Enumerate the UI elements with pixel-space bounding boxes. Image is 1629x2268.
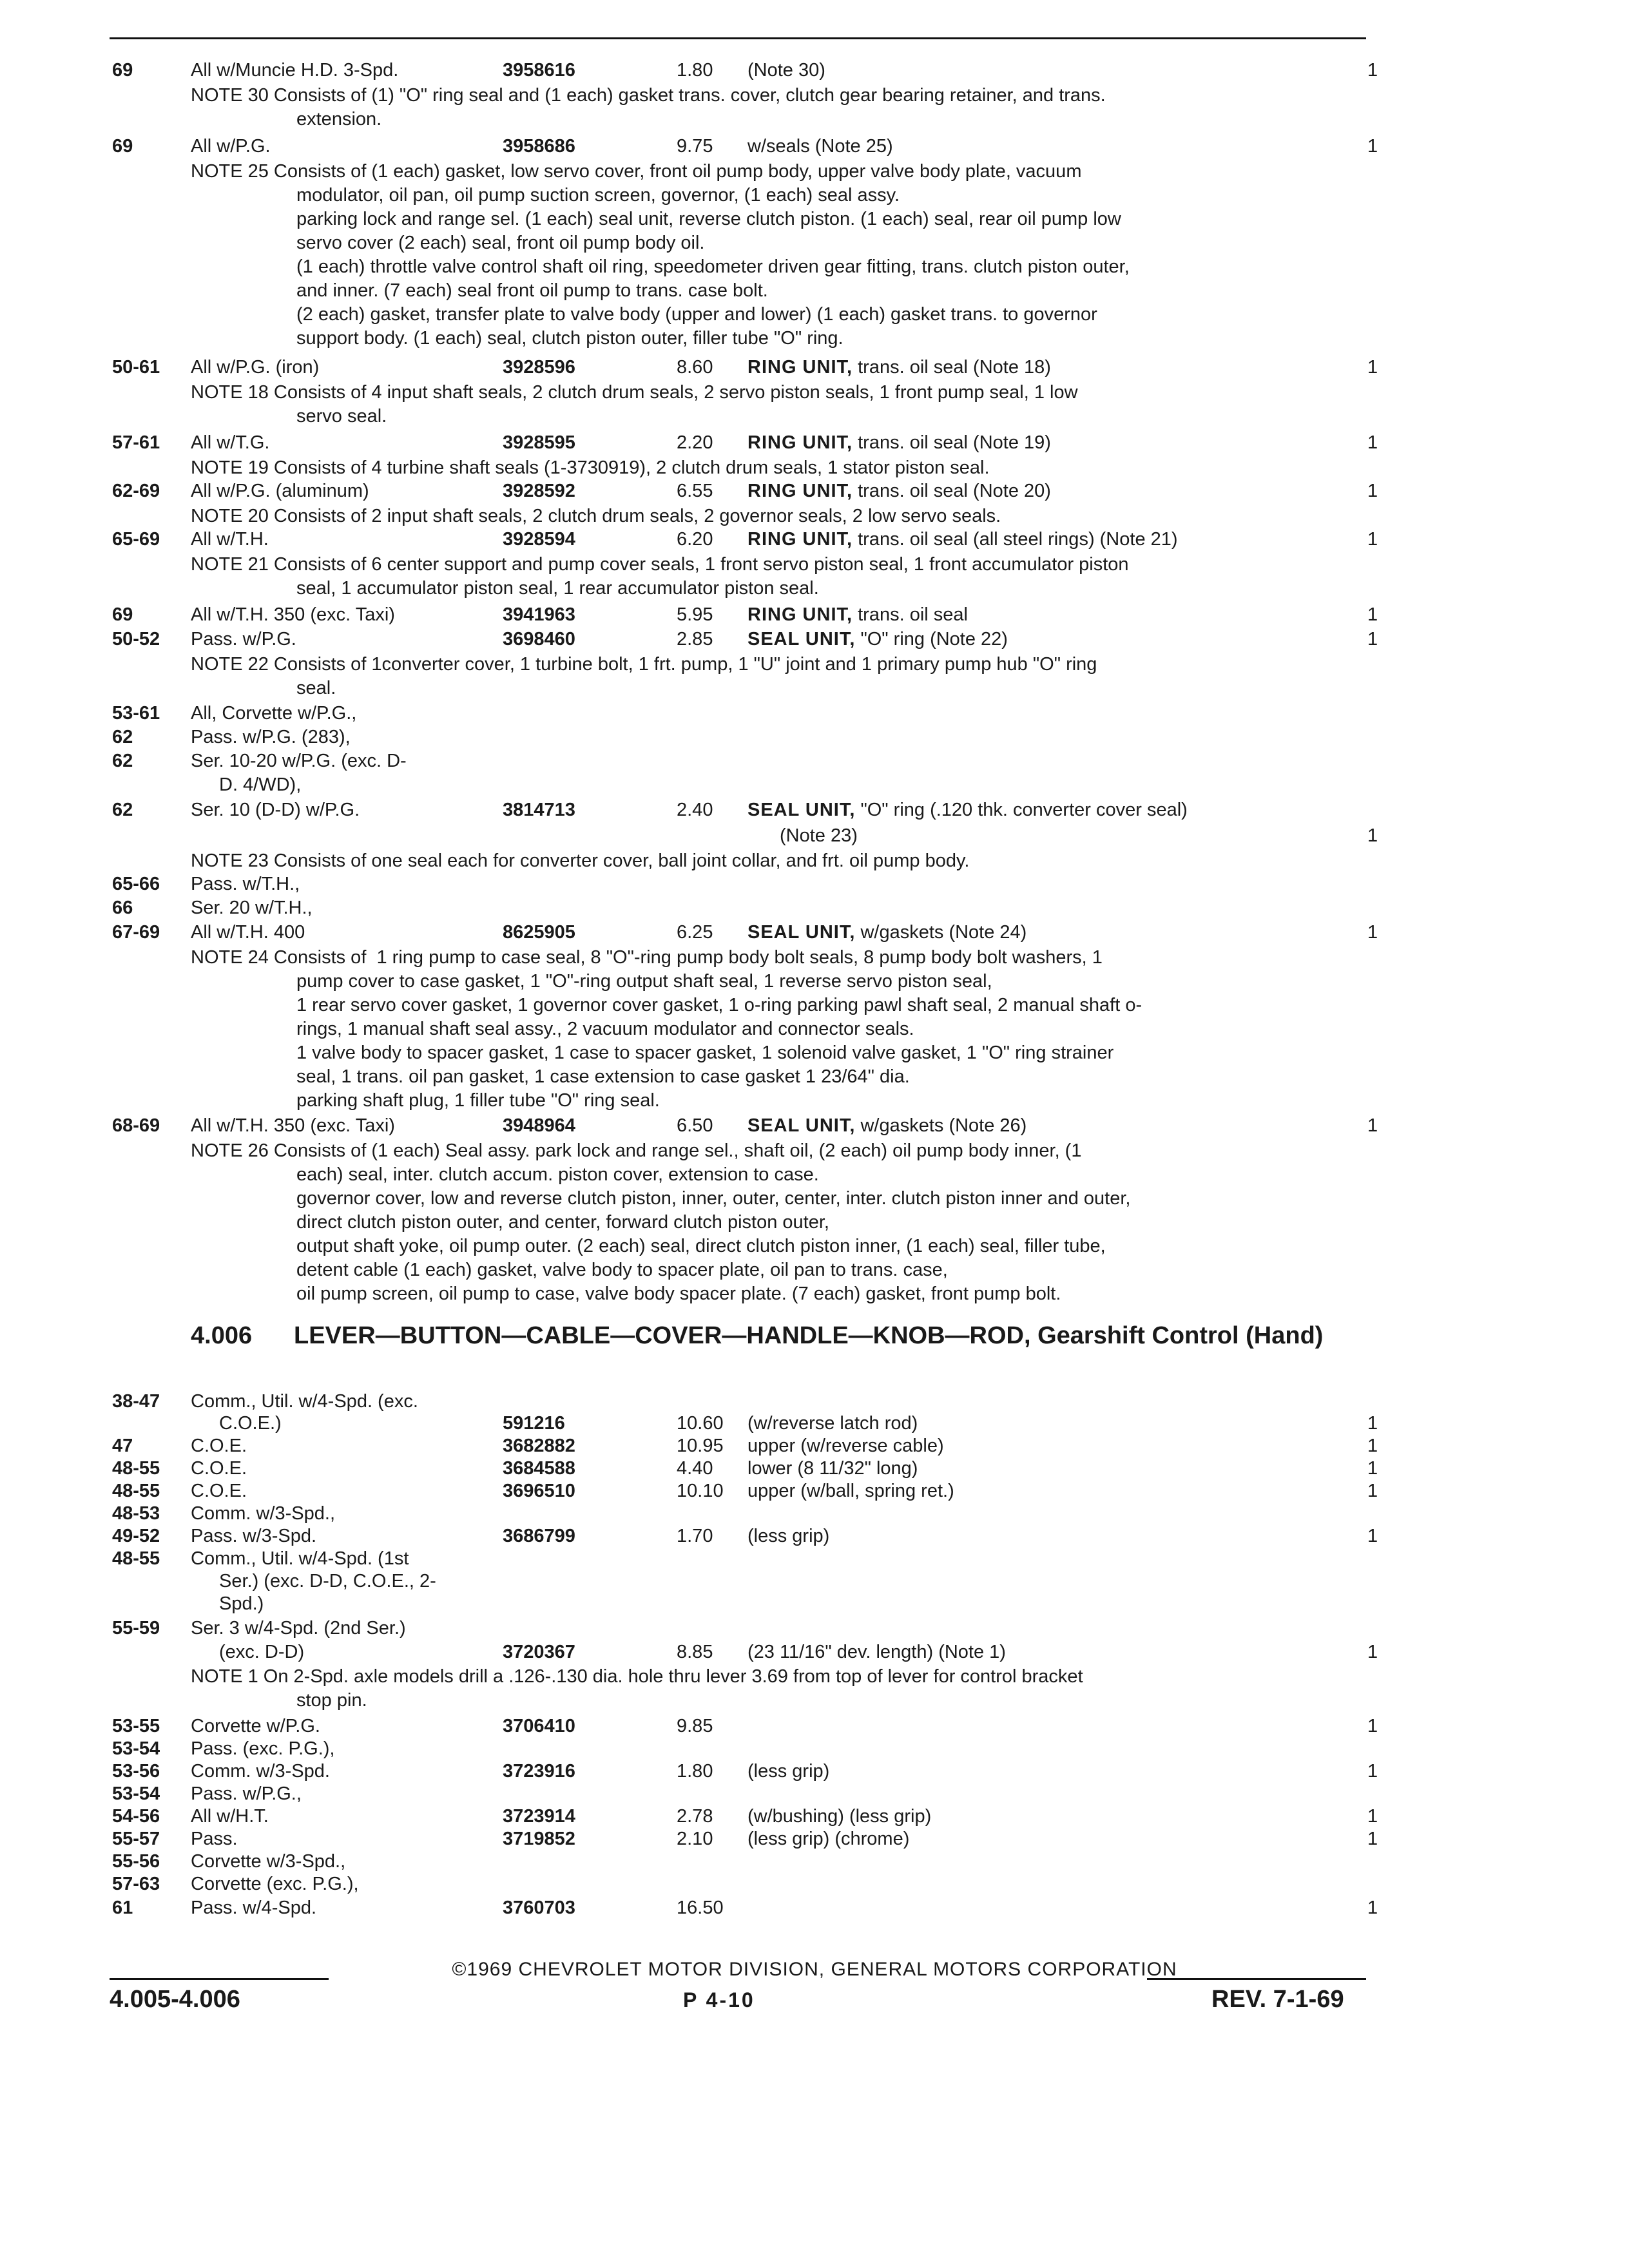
entry-years: 49-52 bbox=[112, 1526, 160, 1546]
entry-description: w/seals (Note 25) bbox=[747, 136, 893, 157]
entry-price: 1.80 bbox=[677, 1761, 713, 1782]
note-25-line: (2 each) gasket, transfer plate to valve body (upper and lower) (1 each) gasket trans. to governor bbox=[296, 304, 1097, 325]
entry-model: Spd.) bbox=[219, 1593, 264, 1614]
note-22-line: seal. bbox=[296, 678, 336, 698]
entry-years: 48-53 bbox=[112, 1503, 160, 1524]
entry-part-name: RING UNIT, bbox=[747, 481, 853, 501]
entry-detail: "O" ring (Note 22) bbox=[860, 629, 1008, 649]
entry-price: 6.55 bbox=[677, 481, 713, 501]
note-25-line: support body. (1 each) seal, clutch piston outer, filler tube "O" ring. bbox=[296, 328, 843, 349]
entry-model: All w/P.G. bbox=[191, 136, 271, 157]
note-21-line: NOTE 21 Consists of 6 center support and pump cover seals, 1 front servo piston seal, 1 front accumulator piston bbox=[191, 554, 1129, 575]
note-26-line: output shaft yoke, oil pump outer. (2 each) seal, direct clutch piston inner, (1 each) seal, filler tube, bbox=[296, 1236, 1106, 1256]
entry-quantity: 1 bbox=[1367, 1829, 1378, 1849]
part-entry bbox=[0, 897, 1629, 924]
entry-description: lower (8 11/32" long) bbox=[747, 1458, 918, 1479]
entry-price: 10.10 bbox=[677, 1481, 724, 1501]
entry-model: Pass. w/T.H., bbox=[191, 874, 300, 894]
part-entry bbox=[0, 1617, 1629, 1644]
entry-detail: trans. oil seal (all steel rings) (Note 21) bbox=[858, 529, 1178, 550]
entry-description bbox=[747, 628, 1008, 650]
entry-price: 6.25 bbox=[677, 922, 713, 943]
entry-years: 38-47 bbox=[112, 1391, 160, 1412]
entry-years: 57-61 bbox=[112, 432, 160, 453]
entry-description: upper (w/reverse cable) bbox=[747, 1436, 944, 1456]
part-entry bbox=[0, 480, 1629, 507]
note-25-line: servo cover (2 each) seal, front oil pump body oil. bbox=[296, 233, 705, 253]
note-23-line: NOTE 23 Consists of one seal each for converter cover, ball joint collar, and frt. oil pump body. bbox=[191, 850, 970, 871]
entry-description bbox=[747, 432, 1051, 454]
note-24-line: NOTE 24 Consists of 1 ring pump to case seal, 8 "O"-ring pump body bolt seals, 8 pump body bolt washers, 1 bbox=[191, 947, 1103, 968]
note-24-line: seal, 1 trans. oil pan gasket, 1 case extension to case gasket 1 23/64" dia. bbox=[296, 1066, 910, 1087]
entry-part-number: 3696510 bbox=[503, 1481, 575, 1501]
note-26-line: each) seal, inter. clutch accum. piston cover, extension to case. bbox=[296, 1164, 819, 1185]
entry-description: (less grip) bbox=[747, 1761, 830, 1782]
entry-model: Ser.) (exc. D-D, C.O.E., 2- bbox=[219, 1571, 436, 1591]
entry-part-name: SEAL UNIT, bbox=[747, 800, 856, 820]
part-entry bbox=[0, 921, 1629, 948]
entry-model: Pass. (exc. P.G.), bbox=[191, 1738, 335, 1759]
entry-quantity: 1 bbox=[1367, 60, 1378, 81]
part-entry bbox=[0, 432, 1629, 459]
note-30-line: NOTE 30 Consists of (1) "O" ring seal and (1 each) gasket trans. cover, clutch gear bearing retainer, and trans. bbox=[191, 85, 1106, 106]
entry-years: 69 bbox=[112, 604, 133, 625]
entry-model: D. 4/WD), bbox=[219, 774, 302, 795]
part-entry bbox=[0, 356, 1629, 383]
entry-description bbox=[747, 528, 1178, 550]
entry-part-name: RING UNIT, bbox=[747, 604, 853, 625]
entry-years: 62 bbox=[112, 727, 133, 747]
entry-quantity: 1 bbox=[1367, 1898, 1378, 1918]
entry-quantity: 1 bbox=[1367, 529, 1378, 550]
entry-model: (exc. D-D) bbox=[219, 1642, 305, 1662]
section-number: 4.006 bbox=[191, 1322, 253, 1349]
entry-part-number: 3686799 bbox=[503, 1526, 575, 1546]
entry-part-number: 3723914 bbox=[503, 1806, 575, 1827]
note-25-line: parking lock and range sel. (1 each) seal unit, reverse clutch piston. (1 each) seal, rear oil pump low bbox=[296, 209, 1121, 229]
entry-part-number: 3948964 bbox=[503, 1115, 575, 1136]
entry-quantity: 1 bbox=[1367, 1716, 1378, 1736]
entry-part-name: RING UNIT, bbox=[747, 357, 853, 378]
entry-part-name: SEAL UNIT, bbox=[747, 1115, 856, 1136]
entry-quantity: 1 bbox=[1367, 604, 1378, 625]
entry-model: Ser. 10 (D-D) w/P.G. bbox=[191, 800, 360, 820]
entry-price: 6.50 bbox=[677, 1115, 713, 1136]
entry-price: 6.20 bbox=[677, 529, 713, 550]
entry-part-number: 3706410 bbox=[503, 1716, 575, 1736]
entry-model: C.O.E.) bbox=[219, 1413, 282, 1434]
note-25-line: and inner. (7 each) seal front oil pump to trans. case bolt. bbox=[296, 280, 768, 301]
entry-years: 69 bbox=[112, 60, 133, 81]
entry-years: 57-63 bbox=[112, 1874, 160, 1894]
note-24-line: pump cover to case gasket, 1 "O"-ring output shaft seal, 1 reverse servo piston seal, bbox=[296, 971, 992, 992]
entry-part-number: 3720367 bbox=[503, 1642, 575, 1662]
part-entry bbox=[0, 1897, 1629, 1924]
note-18-line: NOTE 18 Consists of 4 input shaft seals, 2 clutch drum seals, 2 servo piston seals, 1 front pump seal, 1 low bbox=[191, 382, 1078, 403]
entry-model: All w/P.G. (iron) bbox=[191, 357, 320, 378]
entry-model: Pass. w/P.G., bbox=[191, 1783, 302, 1804]
entry-quantity: 1 bbox=[1367, 432, 1378, 453]
entry-price: 9.85 bbox=[677, 1716, 713, 1736]
entry-quantity: 1 bbox=[1367, 1761, 1378, 1782]
part-entry bbox=[0, 873, 1629, 900]
entry-description bbox=[747, 799, 1188, 821]
entry-price: 1.70 bbox=[677, 1526, 713, 1546]
entry-model: Pass. w/3-Spd. bbox=[191, 1526, 317, 1546]
entry-part-name: SEAL UNIT, bbox=[747, 629, 856, 649]
entry-price: 1.80 bbox=[677, 60, 713, 81]
part-entry bbox=[0, 604, 1629, 631]
entry-description bbox=[747, 921, 1027, 943]
entry-description: (Note 23) bbox=[780, 825, 858, 846]
entry-years: 62-69 bbox=[112, 481, 160, 501]
entry-detail: w/gaskets (Note 24) bbox=[860, 922, 1027, 943]
note-30-line: extension. bbox=[296, 109, 382, 130]
part-entry bbox=[0, 750, 1629, 777]
entry-description: (less grip) (chrome) bbox=[747, 1829, 910, 1849]
entry-part-number: 3684588 bbox=[503, 1458, 575, 1479]
entry-years: 48-55 bbox=[112, 1548, 160, 1569]
entry-years: 68-69 bbox=[112, 1115, 160, 1136]
entry-description bbox=[747, 356, 1051, 378]
entry-part-number: 3760703 bbox=[503, 1898, 575, 1918]
part-entry bbox=[0, 726, 1629, 753]
entry-years: 61 bbox=[112, 1898, 133, 1918]
entry-part-number: 3928594 bbox=[503, 529, 575, 550]
entry-model: Comm. w/3-Spd., bbox=[191, 1503, 335, 1524]
entry-years: 54-56 bbox=[112, 1806, 160, 1827]
entry-part-number: 591216 bbox=[503, 1413, 565, 1434]
entry-years: 62 bbox=[112, 800, 133, 820]
footer-page-number: P 4-10 bbox=[683, 1988, 755, 2012]
entry-years: 50-52 bbox=[112, 629, 160, 649]
entry-part-name: RING UNIT, bbox=[747, 529, 853, 550]
footer-copyright: ©1969 CHEVROLET MOTOR DIVISION, GENERAL MOTORS CORPORATION bbox=[452, 1959, 1177, 1980]
entry-years: 55-57 bbox=[112, 1829, 160, 1849]
entry-part-number: 3723916 bbox=[503, 1761, 575, 1782]
note-22-line: NOTE 22 Consists of 1converter cover, 1 turbine bolt, 1 frt. pump, 1 "U" joint and 1 primary pump hub "O" ring bbox=[191, 654, 1097, 675]
entry-years: 65-66 bbox=[112, 874, 160, 894]
note-25-line: NOTE 25 Consists of (1 each) gasket, low servo cover, front oil pump body, upper valve body plate, vacuum bbox=[191, 161, 1082, 182]
entry-part-number: 3928592 bbox=[503, 481, 575, 501]
entry-model: C.O.E. bbox=[191, 1481, 247, 1501]
entry-model: Ser. 20 w/T.H., bbox=[191, 898, 313, 918]
entry-price: 10.60 bbox=[677, 1413, 724, 1434]
entry-price: 2.78 bbox=[677, 1806, 713, 1827]
entry-price: 2.10 bbox=[677, 1829, 713, 1849]
entry-model: All w/T.H. 350 (exc. Taxi) bbox=[191, 604, 395, 625]
entry-price: 9.75 bbox=[677, 136, 713, 157]
entry-part-number: 3682882 bbox=[503, 1436, 575, 1456]
entry-quantity: 1 bbox=[1367, 1436, 1378, 1456]
entry-years: 53-56 bbox=[112, 1761, 160, 1782]
entry-description: (less grip) bbox=[747, 1526, 830, 1546]
entry-quantity: 1 bbox=[1367, 922, 1378, 943]
entry-years: 55-59 bbox=[112, 1618, 160, 1639]
entry-years: 65-69 bbox=[112, 529, 160, 550]
part-entry bbox=[0, 1593, 1629, 1620]
entry-description bbox=[747, 480, 1051, 502]
entry-detail: trans. oil seal bbox=[858, 604, 968, 625]
entry-model: All w/T.G. bbox=[191, 432, 270, 453]
part-entry bbox=[0, 1115, 1629, 1142]
entry-part-number: 3941963 bbox=[503, 604, 575, 625]
entry-model: Corvette w/P.G. bbox=[191, 1716, 320, 1736]
top-rule bbox=[110, 37, 1366, 39]
note-25-line: modulator, oil pan, oil pump suction screen, governor, (1 each) seal assy. bbox=[296, 185, 900, 206]
entry-price: 10.95 bbox=[677, 1436, 724, 1456]
entry-model: Pass. bbox=[191, 1829, 238, 1849]
entry-model: All w/T.H. bbox=[191, 529, 269, 550]
entry-quantity: 1 bbox=[1367, 481, 1378, 501]
entry-model: Comm. w/3-Spd. bbox=[191, 1761, 330, 1782]
entry-quantity: 1 bbox=[1367, 1806, 1378, 1827]
entry-detail: "O" ring (.120 thk. converter cover seal) bbox=[860, 800, 1188, 820]
entry-model: All w/H.T. bbox=[191, 1806, 269, 1827]
entry-years: 53-54 bbox=[112, 1738, 160, 1759]
note-25-line: (1 each) throttle valve control shaft oil ring, speedometer driven gear fitting, trans. clutch piston outer, bbox=[296, 256, 1130, 277]
entry-years: 47 bbox=[112, 1436, 133, 1456]
entry-years: 48-55 bbox=[112, 1458, 160, 1479]
entry-description: (w/reverse latch rod) bbox=[747, 1413, 918, 1434]
entry-price: 2.20 bbox=[677, 432, 713, 453]
note-21-line: seal, 1 accumulator piston seal, 1 rear accumulator piston seal. bbox=[296, 578, 819, 599]
note-26-line: NOTE 26 Consists of (1 each) Seal assy. park lock and range sel., shaft oil, (2 each) oil pump body inner, (1 bbox=[191, 1140, 1082, 1161]
entry-model: Comm., Util. w/4-Spd. (1st bbox=[191, 1548, 409, 1569]
entry-price: 16.50 bbox=[677, 1898, 724, 1918]
part-entry bbox=[0, 135, 1629, 162]
entry-quantity: 1 bbox=[1367, 825, 1378, 846]
entry-price: 2.40 bbox=[677, 800, 713, 820]
note-1-line: NOTE 1 On 2-Spd. axle models drill a .126-.130 dia. hole thru lever 3.69 from top of lever for control bracket bbox=[191, 1666, 1083, 1687]
part-entry bbox=[0, 1873, 1629, 1900]
entry-part-name: RING UNIT, bbox=[747, 432, 853, 453]
part-entry bbox=[0, 702, 1629, 729]
entry-model: All w/T.H. 350 (exc. Taxi) bbox=[191, 1115, 395, 1136]
note-1-line: stop pin. bbox=[296, 1690, 367, 1711]
note-24-line: 1 rear servo cover gasket, 1 governor cover gasket, 1 o-ring parking pawl shaft seal, 2 manual shaft o- bbox=[296, 995, 1142, 1015]
entry-quantity: 1 bbox=[1367, 136, 1378, 157]
entry-price: 2.85 bbox=[677, 629, 713, 649]
note-24-line: 1 valve body to spacer gasket, 1 case to spacer gasket, 1 solenoid valve gasket, 1 "O" ring strainer bbox=[296, 1043, 1114, 1063]
footer-section-range: 4.005-4.006 bbox=[110, 1986, 240, 2013]
entry-years: 62 bbox=[112, 751, 133, 771]
note-26-line: oil pump screen, oil pump to case, valve body spacer plate. (7 each) gasket, front pump bolt. bbox=[296, 1283, 1061, 1304]
entry-years: 66 bbox=[112, 898, 133, 918]
entry-model: Pass. w/P.G. (283), bbox=[191, 727, 351, 747]
entry-description: upper (w/ball, spring ret.) bbox=[747, 1481, 954, 1501]
entry-part-number: 3719852 bbox=[503, 1829, 575, 1849]
entry-description: (Note 30) bbox=[747, 60, 825, 81]
entry-model: All w/P.G. (aluminum) bbox=[191, 481, 369, 501]
entry-model: Ser. 3 w/4-Spd. (2nd Ser.) bbox=[191, 1618, 406, 1639]
entry-model: Pass. w/P.G. bbox=[191, 629, 296, 649]
entry-price: 8.60 bbox=[677, 357, 713, 378]
part-entry bbox=[0, 799, 1629, 826]
entry-quantity: 1 bbox=[1367, 1526, 1378, 1546]
entry-model: C.O.E. bbox=[191, 1436, 247, 1456]
entry-quantity: 1 bbox=[1367, 357, 1378, 378]
entry-price: 8.85 bbox=[677, 1642, 713, 1662]
part-entry bbox=[0, 1641, 1629, 1668]
note-20-line: NOTE 20 Consists of 2 input shaft seals, 2 clutch drum seals, 2 governor seals, 2 low servo seals. bbox=[191, 506, 1001, 526]
entry-part-number: 8625905 bbox=[503, 922, 575, 943]
part-entry bbox=[0, 774, 1629, 801]
entry-part-name: SEAL UNIT, bbox=[747, 922, 856, 943]
entry-part-number: 3958686 bbox=[503, 136, 575, 157]
entry-price: 5.95 bbox=[677, 604, 713, 625]
entry-detail: trans. oil seal (Note 18) bbox=[858, 357, 1051, 378]
entry-model: C.O.E. bbox=[191, 1458, 247, 1479]
entry-quantity: 1 bbox=[1367, 1413, 1378, 1434]
part-entry bbox=[0, 528, 1629, 555]
note-26-line: direct clutch piston outer, and center, forward clutch piston outer, bbox=[296, 1212, 829, 1233]
entry-years: 53-54 bbox=[112, 1783, 160, 1804]
entry-detail: trans. oil seal (Note 19) bbox=[858, 432, 1051, 453]
entry-description bbox=[747, 1115, 1027, 1137]
entry-model: All, Corvette w/P.G., bbox=[191, 703, 357, 724]
entry-years: 48-55 bbox=[112, 1481, 160, 1501]
entry-model: All w/T.H. 400 bbox=[191, 922, 305, 943]
entry-model: Corvette w/3-Spd., bbox=[191, 1851, 346, 1872]
footer-revision: REV. 7-1-69 bbox=[1211, 1986, 1344, 2013]
note-26-line: detent cable (1 each) gasket, valve body to spacer plate, oil pan to trans. case, bbox=[296, 1260, 948, 1280]
entry-part-number: 3814713 bbox=[503, 800, 575, 820]
entry-detail: trans. oil seal (Note 20) bbox=[858, 481, 1051, 501]
entry-part-number: 3928595 bbox=[503, 432, 575, 453]
note-24-line: parking shaft plug, 1 filler tube "O" ring seal. bbox=[296, 1090, 660, 1111]
entry-quantity: 1 bbox=[1367, 629, 1378, 649]
entry-years: 53-61 bbox=[112, 703, 160, 724]
entry-model: Corvette (exc. P.G.), bbox=[191, 1874, 359, 1894]
entry-years: 67-69 bbox=[112, 922, 160, 943]
entry-part-number: 3958616 bbox=[503, 60, 575, 81]
entry-price: 4.40 bbox=[677, 1458, 713, 1479]
section-title: LEVER—BUTTON—CABLE—COVER—HANDLE—KNOB—ROD, Gearshift Control (Hand) bbox=[294, 1322, 1324, 1349]
entry-description: (w/bushing) (less grip) bbox=[747, 1806, 932, 1827]
entry-description bbox=[747, 604, 968, 626]
part-entry bbox=[0, 59, 1629, 86]
part-entry bbox=[0, 628, 1629, 655]
entry-model: Ser. 10-20 w/P.G. (exc. D- bbox=[191, 751, 407, 771]
entry-years: 69 bbox=[112, 136, 133, 157]
entry-description: (23 11/16" dev. length) (Note 1) bbox=[747, 1642, 1006, 1662]
part-entry bbox=[0, 825, 1629, 852]
entry-years: 50-61 bbox=[112, 357, 160, 378]
entry-detail: w/gaskets (Note 26) bbox=[860, 1115, 1027, 1136]
entry-quantity: 1 bbox=[1367, 1115, 1378, 1136]
note-26-line: governor cover, low and reverse clutch piston, inner, outer, center, inter. clutch piston inner and outer, bbox=[296, 1188, 1131, 1209]
note-19-line: NOTE 19 Consists of 4 turbine shaft seals (1-3730919), 2 clutch drum seals, 1 stator piston seal. bbox=[191, 457, 990, 478]
entry-quantity: 1 bbox=[1367, 1481, 1378, 1501]
entry-years: 53-55 bbox=[112, 1716, 160, 1736]
entry-years: 55-56 bbox=[112, 1851, 160, 1872]
note-18-line: servo seal. bbox=[296, 406, 387, 427]
entry-part-number: 3928596 bbox=[503, 357, 575, 378]
entry-quantity: 1 bbox=[1367, 1642, 1378, 1662]
entry-part-number: 3698460 bbox=[503, 629, 575, 649]
note-24-line: rings, 1 manual shaft seal assy., 2 vacuum modulator and connector seals. bbox=[296, 1019, 914, 1039]
entry-model: All w/Muncie H.D. 3-Spd. bbox=[191, 60, 399, 81]
entry-model: Pass. w/4-Spd. bbox=[191, 1898, 317, 1918]
entry-model: Comm., Util. w/4-Spd. (exc. bbox=[191, 1391, 418, 1412]
entry-quantity: 1 bbox=[1367, 1458, 1378, 1479]
